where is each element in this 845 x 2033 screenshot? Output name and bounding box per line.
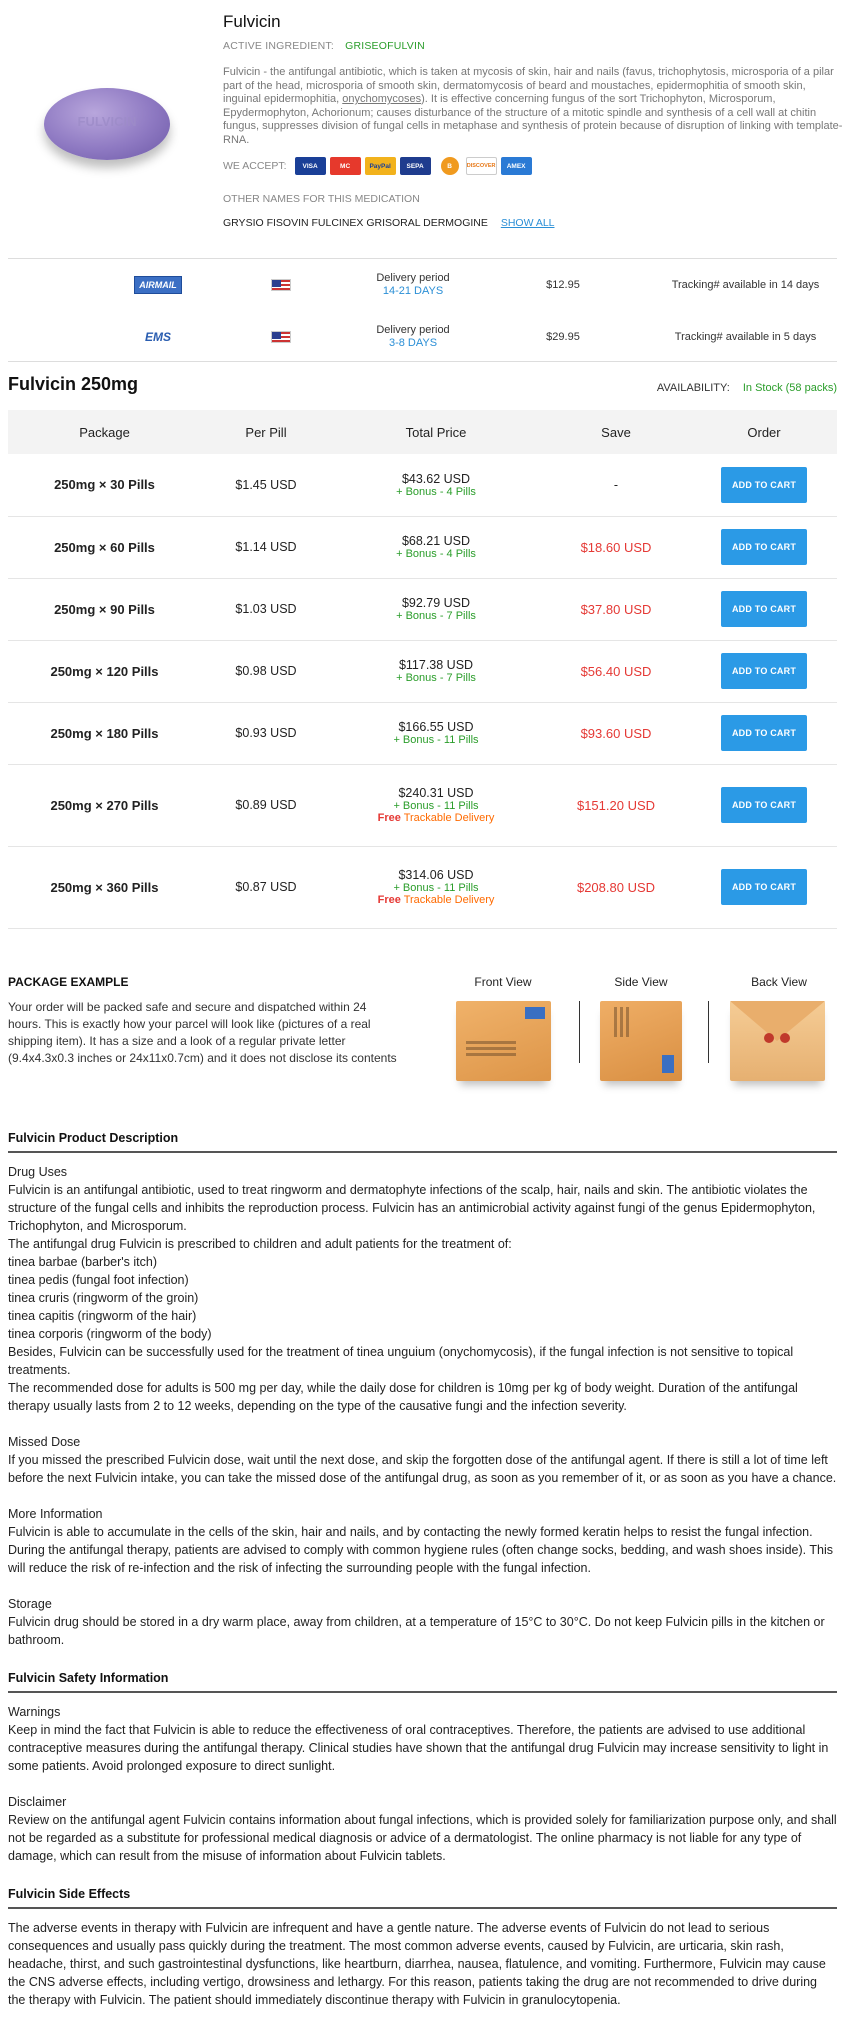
condition-item: tinea pedis (fungal foot infection)	[8, 1272, 189, 1287]
total-price: $240.31 USD	[398, 786, 474, 800]
offer-title: Fulvicin 250mg	[8, 374, 139, 394]
delivery-days: 14-21 DAYS	[382, 285, 444, 297]
order-cell	[691, 846, 837, 928]
us-flag-icon	[271, 279, 291, 291]
string-button-icon	[780, 1033, 790, 1043]
side-effects-text: The adverse events in therapy with Fulvicin are infrequent and have a gentle nature. The adverse events of Fulvicin do not lead to serious consequences and usually pass quickly during the treatment. The most common adverse events, caused by Fulvicin, are urticaria, skin rash, headache, thirst, and such gastrointestinal dysfunctions, like heartburn, diarrhea, nausea, flatulence, and vomiting. Furthermore, Fulvicin may cause the CNS adverse effects, including vertigo, drowsiness and lethargy. For this reason, patients taking the drug are not recommended to drive during the therapy with Fulvicin. The patient should immediately discontinue therapy with Fulvicin in granulocytopenia.	[8, 1920, 826, 2007]
order-cell	[691, 640, 837, 702]
other-names: GRYSIO FISOVIN FULCINEX GRISORAL DERMOGINE	[223, 217, 488, 229]
free-word: Free	[377, 894, 401, 906]
product-title: Fulvicin	[223, 12, 281, 31]
save-cell: $208.80 USD	[541, 846, 691, 928]
package-cell: 250mg × 30 Pills	[8, 454, 201, 516]
package-cell: 250mg × 360 Pills	[8, 846, 201, 928]
bonus: + Bonus - 4 Pills	[396, 485, 476, 498]
table-row	[8, 846, 837, 928]
price-table	[8, 410, 837, 929]
shipping-price: $29.95	[546, 331, 580, 343]
table-row	[8, 764, 837, 846]
description-title: Fulvicin Product Description	[8, 1131, 837, 1153]
us-flag-icon	[271, 331, 291, 343]
total-price: $117.38 USD	[398, 658, 474, 672]
side-effects-body	[8, 1909, 837, 2009]
free-word: Free	[377, 812, 401, 824]
description-body	[8, 1153, 837, 1649]
ems-label: EMS	[144, 330, 171, 344]
total-price: $68.21 USD	[401, 534, 471, 548]
stamp-icon	[525, 1007, 545, 1019]
airmail-label: AIRMAIL	[134, 276, 182, 294]
more-info-text: Fulvicin is able to accumulate in the cells of the skin, hair and nails, and by contacting the newly formed keratin helps to resist the fungal infection. During the antifungal therapy, patients are advised to comply with common hygiene rules (often change socks, bedding, and wash shoes inside). This will reduce the risk of re-infection and the risk of infecting the surrounding people with the fungal infection.	[8, 1524, 834, 1575]
per-pill-cell: $0.98 USD	[201, 640, 331, 702]
front-view-label: Front View	[474, 974, 532, 989]
package-example-text: Your order will be packed safe and secure and dispatched within 24 hours. This is exactly how your parcel will look like (pictures of a real shipping item). It has a size and a look of a regular private letter (9.4x4.3x0.3 inches or 24x11x0.7cm) and it does not disclose its contents	[8, 999, 397, 1065]
drug-uses-text-2: The antifungal drug Fulvicin is prescribed to children and adult patients for the treatment of:	[8, 1236, 512, 1251]
description-start: Fulvicin - the antifungal antibiotic, which is taken at mycosis of skin, hair and nails (favus, trichophytosis, microsporia of a pilar part of the head, microsporia of smooth skin, dermatomycosis of beard and moustaches, epidermophitia of smooth skin, inguinal epidermophitia,	[223, 66, 834, 105]
per-pill-cell: $1.14 USD	[201, 516, 331, 578]
total-price-cell	[331, 454, 541, 516]
save-cell: -	[541, 454, 691, 516]
package-cell: 250mg × 90 Pills	[8, 578, 201, 640]
total-price: $166.55 USD	[398, 720, 474, 734]
order-cell	[691, 702, 837, 764]
order-cell	[691, 454, 837, 516]
back-view-label: Back View	[751, 974, 807, 989]
total-price-cell	[331, 846, 541, 928]
table-row	[8, 640, 837, 702]
drug-uses-text-4: The recommended dose for adults is 500 mg per day, while the daily dose for children is 10mg per kg of body weight. Duration of the antifungal therapy usually lasts from 2 to 12 weeks, depending on the type of the causative fungi and the infection severity.	[8, 1380, 798, 1413]
safety-body	[8, 1693, 837, 1865]
paypal-icon: PayPal	[365, 157, 396, 175]
front-envelope-image	[456, 1001, 551, 1081]
active-ingredient	[223, 40, 843, 52]
drug-uses-title: Drug Uses	[8, 1164, 68, 1179]
per-pill-cell: $0.87 USD	[201, 846, 331, 928]
save-cell: $18.60 USD	[541, 516, 691, 578]
product-info	[223, 12, 843, 229]
col-package: Package	[8, 410, 201, 454]
total-price-cell	[331, 702, 541, 764]
other-names-row	[223, 217, 843, 229]
bonus: + Bonus - 11 Pills	[393, 882, 479, 894]
free-delivery-label: Trackable Delivery	[403, 812, 495, 824]
bonus: + Bonus - 11 Pills	[393, 734, 479, 746]
description-link[interactable]: onychomycoses	[342, 93, 422, 105]
package-cell: 250mg × 120 Pills	[8, 640, 201, 702]
package-cell: 250mg × 270 Pills	[8, 764, 201, 846]
pill-imprint: FULVICIN	[77, 114, 137, 129]
product-header	[8, 0, 843, 258]
col-save: Save	[541, 410, 691, 454]
side-envelope-image	[600, 1001, 682, 1081]
add-to-cart-button[interactable]: ADD TO CART	[721, 591, 807, 627]
missed-dose-text: If you missed the prescribed Fulvicin dose, wait until the next dose, and skip the forgotten dose of the antifungal agent. If there is still a lot of time left before the next Fulvicin intake, you can take the missed dose of the antifungal drug, as soon as you remember of it, or as soon as you have a chance.	[8, 1452, 837, 1485]
visa-card-icon: VISA	[295, 157, 326, 175]
add-to-cart-button[interactable]: ADD TO CART	[721, 715, 807, 751]
side-view-label: Side View	[614, 974, 668, 989]
table-row	[8, 454, 837, 516]
save-cell: $93.60 USD	[541, 702, 691, 764]
save-cell: $37.80 USD	[541, 578, 691, 640]
tracking-info: Tracking# available in 5 days	[674, 331, 817, 343]
safety-title: Fulvicin Safety Information	[8, 1671, 837, 1693]
total-price-cell	[331, 764, 541, 846]
free-delivery	[331, 894, 541, 906]
per-pill-cell: $1.03 USD	[201, 578, 331, 640]
missed-dose-title: Missed Dose	[8, 1434, 81, 1449]
ems-logo	[128, 327, 188, 347]
table-row	[8, 578, 837, 640]
per-pill-cell: $0.89 USD	[201, 764, 331, 846]
product-image	[38, 80, 178, 170]
availability	[657, 382, 837, 394]
availability-label: AVAILABILITY:	[656, 382, 730, 394]
delivery-period	[348, 324, 478, 350]
side-effects-title: Fulvicin Side Effects	[8, 1887, 837, 1909]
show-all-link[interactable]: SHOW ALL	[500, 217, 555, 229]
shipping-options	[8, 258, 837, 362]
package-cell: 250mg × 180 Pills	[8, 702, 201, 764]
condition-item: tinea cruris (ringworm of the groin)	[8, 1290, 199, 1305]
disclaimer-text: Review on the antifungal agent Fulvicin contains information about fungal infections, which is provided solely for familiarization purpose only, and shall not be regarded as a substitute for professional medical diagnosis or advice of a dermatologist. The online pharmacy is not liable for any type of damage, which can result from the misuse of information about Fulvicin tablets.	[8, 1812, 837, 1863]
drug-uses-text-1: Fulvicin is an antifungal antibiotic, used to treat ringworm and dermatophyte infections of the scalp, hair, nails and skin. The antibiotic violates the structure of the fungal cells and inhibits the reproduction process. Fulvicin has an antimicrobial activity against fungi of the genus Epidermophyton, Trichophyton, and Microsporum.	[8, 1182, 816, 1233]
save-cell: $56.40 USD	[541, 640, 691, 702]
warnings-title: Warnings	[8, 1704, 61, 1719]
free-delivery-label: Trackable Delivery	[403, 894, 495, 906]
package-example	[8, 975, 837, 1127]
add-to-cart-button[interactable]: ADD TO CART	[721, 787, 807, 823]
more-info-title: More Information	[8, 1506, 103, 1521]
other-names-label: OTHER NAMES FOR THIS MEDICATION	[223, 193, 420, 205]
storage-title: Storage	[8, 1596, 52, 1611]
order-cell	[691, 578, 837, 640]
delivery-period-label: Delivery period	[376, 272, 450, 284]
total-price: $43.62 USD	[401, 471, 471, 486]
divider	[708, 1001, 709, 1063]
address-lines	[466, 1041, 516, 1044]
total-price-cell	[331, 516, 541, 578]
product-description	[223, 66, 843, 147]
active-ingredient-label: ACTIVE INGREDIENT:	[223, 40, 334, 52]
envelope-flap	[730, 1001, 825, 1041]
col-total-price: Total Price	[331, 410, 541, 454]
mastercard-icon: MC	[330, 157, 361, 175]
delivery-period	[348, 272, 478, 298]
description-end: ). It is effective concerning fungus of the sort Trichophyton, Microsporum, Epydermophyton, Achorionum; causes disturbance of the structure of a mitotic spindle and synthesis of a cell wall at chitin fungus, suppresses division of fungal cells in metaphase and synthesis of protein because of disruption of linking with template-RNA.	[223, 93, 843, 146]
total-price-cell	[331, 578, 541, 640]
package-example-title: PACKAGE EXAMPLE	[8, 974, 129, 989]
storage-text: Fulvicin drug should be stored in a dry warm place, away from children, at a temperature of 15°C to 30°C. Do not keep Fulvicin pills in the kitchen or bathroom.	[8, 1614, 825, 1647]
bitcoin-icon: B	[441, 157, 459, 175]
divider	[579, 1001, 580, 1063]
warnings-text: Keep in mind the fact that Fulvicin is able to reduce the effectiveness of oral contraceptives. Therefore, the patients are advised to use additional contraceptive measures during the antifungal therapy. Clinical studies have shown that the antifungal drug Fulvicin may increase sensitivity to light in some patients. Avoid prolonged exposure to direct sunlight.	[8, 1722, 829, 1773]
total-price: $314.06 USD	[398, 868, 474, 882]
free-delivery	[331, 812, 541, 824]
shipping-price: $12.95	[546, 279, 580, 291]
active-ingredient-value: GRISEOFULVIN	[345, 40, 425, 52]
amex-card-icon: AMEX	[501, 157, 532, 175]
stock-status: In Stock (58 packs)	[742, 382, 837, 394]
bonus: + Bonus - 4 Pills	[396, 548, 476, 560]
offer-header	[8, 362, 837, 410]
bonus: + Bonus - 7 Pills	[396, 672, 476, 684]
col-order: Order	[691, 410, 837, 454]
disclaimer-title: Disclaimer	[8, 1794, 67, 1809]
add-to-cart-button[interactable]: ADD TO CART	[721, 529, 807, 565]
package-cell: 250mg × 60 Pills	[8, 516, 201, 578]
accept-label: WE ACCEPT:	[223, 160, 287, 172]
table-row	[8, 516, 837, 578]
add-to-cart-button[interactable]: ADD TO CART	[721, 467, 807, 503]
condition-item: tinea capitis (ringworm of the hair)	[8, 1308, 197, 1323]
shipping-row-ems	[8, 313, 837, 361]
drug-uses-text-3: Besides, Fulvicin can be successfully used for the treatment of tinea unguium (onychomycosis), if the fungal infection is not sensitive to topical treatments.	[8, 1344, 794, 1377]
col-per-pill: Per Pill	[201, 410, 331, 454]
address-lines	[614, 1007, 617, 1037]
total-price-cell	[331, 640, 541, 702]
payment-methods	[223, 157, 843, 175]
string-button-icon	[764, 1033, 774, 1043]
table-header	[8, 410, 837, 454]
delivery-days: 3-8 DAYS	[388, 337, 438, 349]
order-cell	[691, 516, 837, 578]
shipping-row-airmail	[8, 261, 837, 309]
add-to-cart-button[interactable]: ADD TO CART	[721, 653, 807, 689]
total-price: $92.79 USD	[401, 596, 471, 610]
per-pill-cell: $1.45 USD	[201, 454, 331, 516]
bonus: + Bonus - 7 Pills	[396, 610, 476, 622]
bonus: + Bonus - 11 Pills	[393, 800, 479, 812]
airmail-logo	[128, 275, 188, 295]
discover-card-icon: DISCOVER	[466, 157, 497, 175]
condition-item: tinea corporis (ringworm of the body)	[8, 1326, 212, 1341]
tracking-info: Tracking# available in 14 days	[671, 279, 820, 291]
sepa-icon: SEPA	[400, 157, 431, 175]
condition-item: tinea barbae (barber's itch)	[8, 1254, 157, 1269]
back-envelope-image	[730, 1001, 825, 1081]
add-to-cart-button[interactable]: ADD TO CART	[721, 869, 807, 905]
save-cell: $151.20 USD	[541, 764, 691, 846]
stamp-icon	[662, 1055, 674, 1073]
order-cell	[691, 764, 837, 846]
per-pill-cell: $0.93 USD	[201, 702, 331, 764]
delivery-period-label: Delivery period	[376, 324, 450, 336]
table-row	[8, 702, 837, 764]
